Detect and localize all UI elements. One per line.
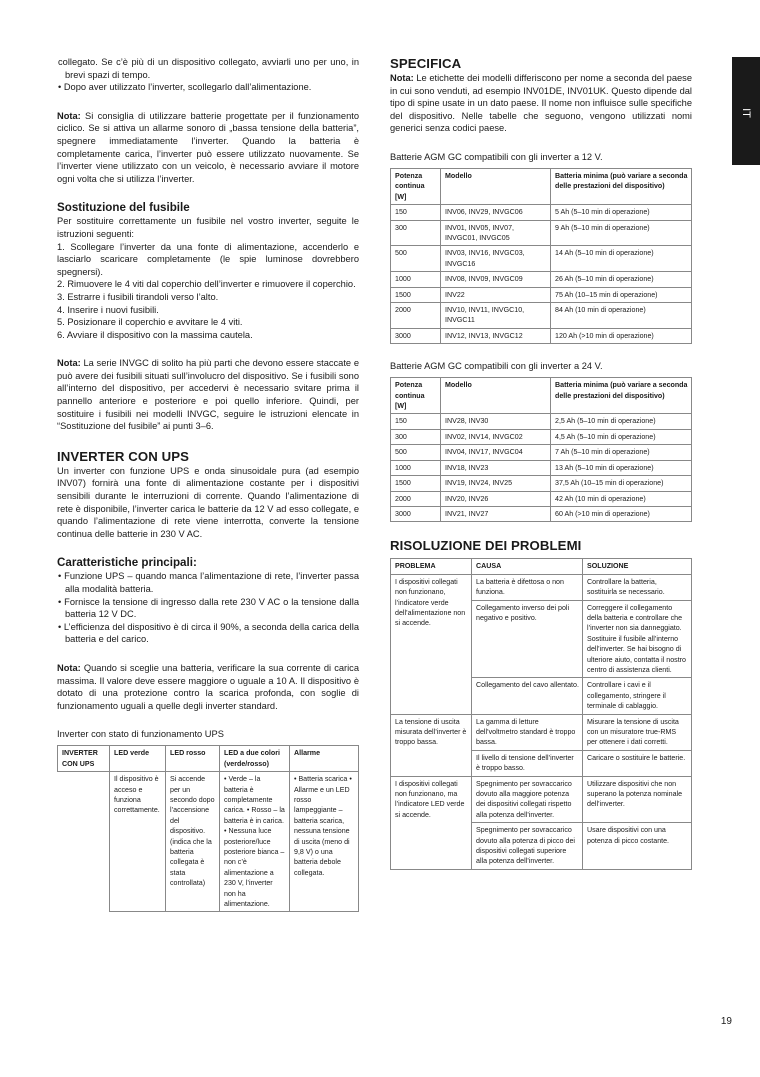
note-2-text: La serie INVGC di solito ha più parti che devono essere staccate e può avere dei fusibili situati sull’involucro del dispositivo. Se i fusibili sono all’interno del dispositivo, per accedervi è necessario svitare prima il pannello anteriore e posteriore e poi quello inferiore. Quindi, per sostituire i fusibili nei modelli INVGC, seguire le istruzioni elencate in “Sostituzione del fusibile” ai punti 3–6. (57, 358, 359, 432)
table24-caption: Batterie AGM GC compatibili con gli inverter a 24 V. (390, 361, 603, 372)
battery-table-24v (390, 377, 692, 522)
feature-3: • L’efficienza del dispositivo è di circa il 90%, a seconda della carica della batteria e del carico. (58, 621, 359, 645)
battery-cell: 9 Ah (5–10 min di operazione) (551, 220, 692, 246)
ups-cell-red: Si accende per un secondo dopo l’accensione del dispositivo. (indica che la batteria collegata è stata controllata) (166, 772, 220, 912)
model-cell: INV22 (441, 287, 551, 302)
ups-col-bicolor: LED a due colori (verde/rosso) (220, 746, 290, 772)
battery-cell: 14 Ah (5–10 min di operazione) (551, 246, 692, 272)
ups-text: Un inverter con funzione UPS e onda sinusoidale pura (ad esempio INV07) fornirà una fonte di alimentazione costante per i dispositivi sensibili durante le interruzioni di corrente. Quando l’alimentazione di rete è disponibile, l’inverter carica le batterie da 12 V ad esso collegate, e quando l’alimentazione di rete viene interrotta, converte la tensione continua delle batterie in 230 V AC. (57, 465, 359, 539)
feature-2: • Fornisce la tensione di ingresso dalla rete 230 V AC o la tensione dalla batteria 12 V DC. (58, 596, 359, 620)
table-row (391, 445, 692, 460)
battery-cell: 7 Ah (5–10 min di operazione) (551, 445, 692, 460)
b12-col-battery: Batteria minima (può variare a seconda delle prestazioni del dispositivo) (551, 168, 692, 204)
ups-cell-empty (58, 772, 110, 912)
power-cell: 1500 (391, 476, 441, 491)
b24-col-battery: Batteria minima (può variare a seconda delle prestazioni del dispositivo) (551, 378, 692, 414)
ups-col-inverter: INVERTER CON UPS (58, 746, 110, 772)
problem-cell: La tensione di uscita misurata dell’inverter è troppo bassa. (391, 714, 472, 776)
ups-col-red: LED rosso (166, 746, 220, 772)
ups-cell-bicolor: • Verde – la batteria è completamente carica. • Rosso – la batteria è in carica. • Nessuna luce posteriore/luce posteriore bianca – non c’è alimentazione a 230 V, l’inverter non ha alimentazione. (220, 772, 290, 912)
table-row (391, 287, 692, 302)
language-tab-label: IT (740, 108, 752, 118)
feature-1: • Funzione UPS – quando manca l’alimentazione di rete, l’inverter passa alla modalità batteria. (58, 571, 359, 594)
b12-col-model: Modello (441, 168, 551, 204)
cause-cell: La gamma di letture dell’voltmetro standard è troppo bassa. (472, 714, 583, 750)
b12-col-power: Potenza continua [W] (391, 168, 441, 204)
note-1-label: Nota: (57, 110, 81, 121)
model-cell: INV20, INV26 (441, 491, 551, 506)
battery-cell: 75 Ah (10–15 min di operazione) (551, 287, 692, 302)
ups-col-alarm: Allarme (290, 746, 359, 772)
battery-cell: 5 Ah (5–10 min di operazione) (551, 205, 692, 220)
page-number: 19 (720, 1016, 732, 1027)
power-cell: 1000 (391, 272, 441, 287)
solution-cell: Misurare la tensione di uscita con un misuratore true-RMS per ottenere i dati corretti. (583, 714, 692, 750)
note-3 (57, 662, 359, 712)
fuse-title: Sostituzione del fusibile (57, 201, 190, 215)
power-cell: 150 (391, 205, 441, 220)
model-cell: INV06, INV29, INVGC06 (441, 205, 551, 220)
model-cell: INV28, INV30 (441, 414, 551, 429)
power-cell: 2000 (391, 303, 441, 329)
table-row (391, 476, 692, 491)
b24-col-power: Potenza continua [W] (391, 378, 441, 414)
model-cell: INV03, INV16, INVGC03, INVGC16 (441, 246, 551, 272)
power-cell: 3000 (391, 506, 441, 521)
fuse-intro: Per sostituire correttamente un fusibile nel vostro inverter, seguite le istruzioni seguenti: (57, 216, 359, 239)
battery-cell: 60 Ah (>10 min di operazione) (551, 506, 692, 521)
table-row (58, 772, 359, 912)
intro-line-1: collegato. Se c’è più di un dispositivo collegato, avviarli uno per uno, in brevi spazi di tempo. (58, 57, 359, 80)
table-row (391, 460, 692, 475)
note-1 (57, 110, 359, 186)
intro-line-2: • Dopo aver utilizzato l’inverter, scollegarlo dall’alimentazione. (58, 82, 312, 93)
language-tab (732, 57, 760, 165)
model-cell: INV18, INV23 (441, 460, 551, 475)
battery-cell: 84 Ah (10 min di operazione) (551, 303, 692, 329)
fuse-step-3: 3. Estrarre i fusibili tirandoli verso l’alto. (57, 291, 219, 302)
table-row (391, 506, 692, 521)
table-row (391, 303, 692, 329)
tr-col-problem: PROBLEMA (391, 559, 472, 574)
features-title: Caratteristiche principali: (57, 556, 197, 570)
model-cell: INV21, INV27 (441, 506, 551, 521)
power-cell: 300 (391, 220, 441, 246)
troubleshooting-table (390, 558, 692, 870)
fuse-step-6: 6. Avviare il dispositivo con la massima cautela. (57, 329, 253, 340)
table-row (391, 272, 692, 287)
solution-cell: Utilizzare dispositivi che non superano la potenza nominale dell’inverter. (583, 776, 692, 823)
battery-cell: 37,5 Ah (10–15 min di operazione) (551, 476, 692, 491)
right-column (390, 56, 692, 870)
problem-cell: I dispositivi collegati non funzionano, l’indicatore verde dell’alimentazione non si accende. (391, 574, 472, 714)
power-cell: 3000 (391, 328, 441, 343)
table-row (391, 714, 692, 750)
ups-cell-alarm: • Batteria scarica • Allarme e un LED rosso lampeggiante – batteria scarica, nessuna tensione di uscita (meno di 9,8 V) o una batteria debole collegata. (290, 772, 359, 912)
tr-col-solution: SOLUZIONE (583, 559, 692, 574)
cause-cell: Il livello di tensione dell’inverter è troppo basso. (472, 750, 583, 776)
solution-cell: Caricare o sostituire le batterie. (583, 750, 692, 776)
table-row (391, 246, 692, 272)
solution-cell: Usare dispositivi con una potenza di picco costante. (583, 823, 692, 870)
power-cell: 150 (391, 414, 441, 429)
table-row (391, 429, 692, 444)
table-row (391, 574, 692, 600)
table-row (391, 220, 692, 246)
fuse-step-1: 1. Scollegare l’inverter da una fonte di alimentazione, accenderlo e lasciarlo scaricare completamente (le spie luminose dovrebbero spegnersi). (57, 241, 359, 277)
fuse-step-4: 4. Inserire i nuovi fusibili. (57, 304, 159, 315)
power-cell: 500 (391, 246, 441, 272)
solution-cell: Controllare i cavi e il collegamento, stringere il terminale di cablaggio. (583, 678, 692, 714)
cause-cell: Collegamento inverso dei poli negativo e positivo. (472, 600, 583, 678)
cause-cell: Spegnimento per sovraccarico dovuto alla potenza di picco dei dispositivi collegati superiore alla potenza dell’inverter. (472, 823, 583, 870)
battery-cell: 42 Ah (10 min di operazione) (551, 491, 692, 506)
spec-note-label: Nota: (390, 73, 414, 83)
ups-table-caption: Inverter con stato di funzionamento UPS (57, 729, 224, 740)
ups-title: INVERTER CON UPS (57, 448, 190, 464)
note-2 (57, 357, 359, 433)
model-cell: INV10, INV11, INVGC10, INVGC11 (441, 303, 551, 329)
spec-title: SPECIFICA (390, 56, 462, 71)
fuse-step-5: 5. Posizionare il coperchio e avvitare le 4 viti. (57, 317, 243, 328)
ups-cell-green: Il dispositivo è acceso e funziona correttamente. (110, 772, 166, 912)
model-cell: INV08, INV09, INVGC09 (441, 272, 551, 287)
note-2-label: Nota: (57, 358, 81, 369)
power-cell: 2000 (391, 491, 441, 506)
tr-col-cause: CAUSA (472, 559, 583, 574)
cause-cell: Spegnimento per sovraccarico dovuto alla maggiore potenza dei dispositivi collegati rispetto alla potenza dell’inverter. (472, 776, 583, 823)
fuse-step-2: 2. Rimuovere le 4 viti dal coperchio dell’inverter e rimuovere il coperchio. (57, 279, 356, 290)
power-cell: 300 (391, 429, 441, 444)
model-cell: INV12, INV13, INVGC12 (441, 328, 551, 343)
note-3-label: Nota: (57, 662, 81, 673)
table-row (391, 328, 692, 343)
trouble-title: RISOLUZIONE DEI PROBLEMI (390, 538, 582, 554)
power-cell: 500 (391, 445, 441, 460)
model-cell: INV01, INV05, INV07, INVGC01, INVGC05 (441, 220, 551, 246)
ups-status-table (57, 745, 359, 912)
b24-col-model: Modello (441, 378, 551, 414)
battery-cell: 13 Ah (5–10 min di operazione) (551, 460, 692, 475)
battery-cell: 4,5 Ah (5–10 min di operazione) (551, 429, 692, 444)
spec-note-text: Le etichette dei modelli differiscono per nome a seconda del paese in cui sono venduti, ad esempio INV01DE, INV01UK. Questo dipende dal tipo di spine usate in un dato paese. Il nome non influisce sulle specifiche del dispositivo. Nelle tabelle che seguono, vengono utilizzati nomi generici senza codici paese. (390, 73, 692, 134)
model-cell: INV04, INV17, INVGC04 (441, 445, 551, 460)
table-row (391, 414, 692, 429)
spec-note (390, 72, 692, 135)
table-row (391, 491, 692, 506)
power-cell: 1000 (391, 460, 441, 475)
left-column (57, 56, 359, 912)
model-cell: INV02, INV14, INVGC02 (441, 429, 551, 444)
table-row (391, 205, 692, 220)
cause-cell: La batteria è difettosa o non funziona. (472, 574, 583, 600)
power-cell: 1500 (391, 287, 441, 302)
problem-cell: I dispositivi collegati non funzionano, ma l’indicatore LED verde si accende. (391, 776, 472, 869)
solution-cell: Controllare la batteria, sostituirla se necessario. (583, 574, 692, 600)
battery-table-12v (390, 168, 692, 344)
table-row (391, 776, 692, 823)
ups-col-green: LED verde (110, 746, 166, 772)
solution-cell: Correggere il collegamento della batteria e controllare che l’inverter non sia danneggiato. Sostituire il fusibile all’interno dell’inverter. Se hai bisogno di ulteriore aiuto, contatta il nostro centro di assistenza clienti. (583, 600, 692, 678)
battery-cell: 120 Ah (>10 min di operazione) (551, 328, 692, 343)
battery-cell: 2,5 Ah (5–10 min di operazione) (551, 414, 692, 429)
note-3-text: Quando si sceglie una batteria, verificare la sua corrente di carica massima. Il valore deve essere maggiore o uguale a 10 A. Il dispositivo è dotato di una protezione contro la scarica profonda, con soglie di funzionamento uguali a quelle degli inverter standard. (57, 662, 359, 711)
table12-caption: Batterie AGM GC compatibili con gli inverter a 12 V. (390, 151, 603, 162)
cause-cell: Collegamento del cavo allentato. (472, 678, 583, 714)
note-1-text: Si consiglia di utilizzare batterie progettate per il funzionamento ciclico. Se si attiva un allarme sonoro di „bassa tensione della batteria”, spegnere immediatamente l’inverter. Quando la batteria è completamente carica, l’inverter può essere utilizzato nuovamente. Se l’inverter viene utilizzato con un veicolo, è necessario avviare il motore ogni volta che si utilizza l’inverter. (57, 110, 359, 184)
model-cell: INV19, INV24, INV25 (441, 476, 551, 491)
battery-cell: 26 Ah (5–10 min di operazione) (551, 272, 692, 287)
